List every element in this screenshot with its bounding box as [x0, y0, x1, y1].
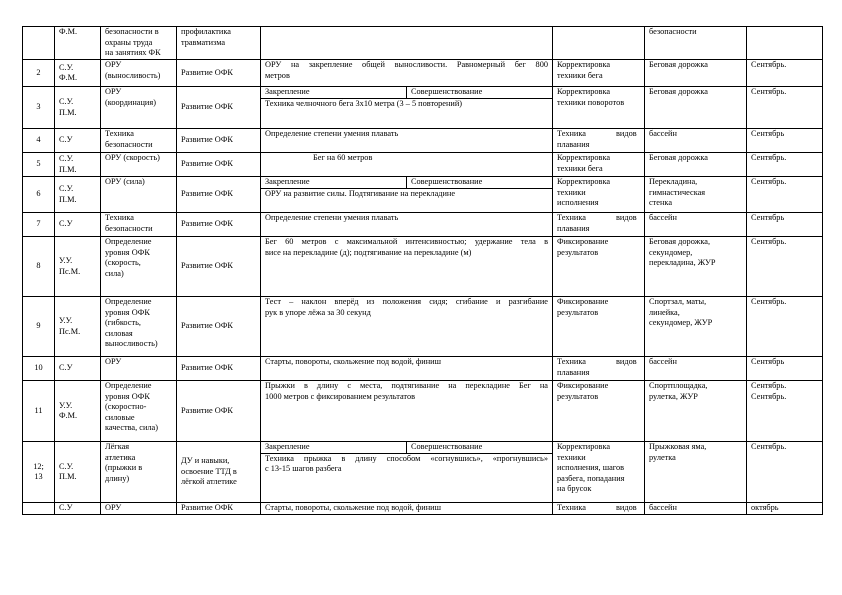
cell-number: 3	[23, 87, 55, 129]
method-line: техники поворотов	[557, 97, 625, 107]
month-line: Сентябрь.	[751, 237, 787, 246]
table-row	[23, 60, 823, 87]
cell-month	[747, 177, 823, 213]
table-row	[23, 213, 823, 237]
cell-content	[261, 129, 553, 153]
cell-month	[747, 153, 823, 177]
cell-line: Ф.М.	[59, 411, 78, 420]
cell-line: атлетика	[105, 452, 136, 462]
cell-line: Определение	[105, 237, 152, 246]
cell-month	[747, 381, 823, 442]
cell-line: (выносливость)	[105, 70, 161, 80]
cell-topic	[101, 357, 177, 381]
cell-staff	[55, 177, 101, 213]
cell-content	[261, 442, 553, 503]
content-line: Техника челночного бега 3х10 метра (3 – 5 повторений)	[265, 98, 463, 108]
stage-improvement-label: Совершенствование	[406, 442, 552, 453]
method-line: Корректировка	[557, 60, 611, 69]
cell-content	[261, 357, 553, 381]
cell-line: Пс.М.	[59, 326, 81, 336]
month-line: Сентябрь.	[751, 177, 787, 186]
cell-method	[553, 129, 645, 153]
cell-equipment	[645, 60, 747, 87]
content-line: рук в упоре лёжа за 30 секунд	[265, 307, 371, 317]
method-line: разбега, попадания	[557, 473, 625, 483]
cell-method	[553, 60, 645, 87]
cell-topic	[101, 60, 177, 87]
cell-task	[177, 237, 261, 297]
cell-number: 7	[23, 213, 55, 237]
cell-staff	[55, 381, 101, 442]
month-line: Сентябрь.	[751, 381, 787, 390]
cell-method	[553, 177, 645, 213]
cell-staff	[55, 129, 101, 153]
cell-method	[553, 503, 645, 515]
cell-line: безопасности	[649, 27, 697, 36]
cell-line: травматизма	[181, 37, 226, 47]
cell-topic	[101, 381, 177, 442]
cell-line: Развитие ОФК	[181, 503, 233, 513]
cell-content	[261, 503, 553, 515]
month-line: Сентябрь.	[751, 60, 787, 69]
cell-line: Развитие ОФК	[181, 102, 233, 112]
cell-topic	[101, 297, 177, 357]
cell-task	[177, 442, 261, 503]
cell-line: Развитие ОФК	[181, 159, 233, 169]
cell-line: линейка,	[649, 307, 680, 317]
cell-line: Лёгкая	[105, 442, 130, 451]
method-line: исполнения, шагов	[557, 463, 625, 472]
cell-line: ОРУ	[105, 357, 122, 366]
cell-equipment	[645, 27, 747, 60]
cell-line: сила)	[105, 268, 124, 278]
stage-improvement-label: Совершенствование	[406, 87, 552, 98]
stage-improvement-label: Совершенствование	[406, 177, 552, 188]
content-line: висе на перекладине (д); подтягивание на перекладине (м)	[265, 247, 472, 257]
cell-task	[177, 177, 261, 213]
cell-line: безопасности	[105, 139, 153, 149]
cell-line: безопасности	[105, 223, 153, 233]
cell-line: ОРУ (сила)	[105, 177, 145, 186]
month-line: октябрь	[751, 503, 779, 512]
cell-content	[261, 237, 553, 297]
table-row	[23, 503, 823, 515]
cell-month	[747, 87, 823, 129]
cell-topic	[101, 213, 177, 237]
cell-equipment	[645, 442, 747, 503]
cell-topic	[101, 503, 177, 515]
method-line: результатов	[557, 247, 599, 257]
cell-method	[553, 237, 645, 297]
cell-content	[261, 60, 553, 87]
method-line: техники бега	[557, 163, 603, 173]
cell-line: бассейн	[649, 213, 677, 222]
cell-month	[747, 503, 823, 515]
stage-consolidation-label: Закрепление	[265, 177, 310, 186]
cell-line: секундомер,	[649, 247, 693, 257]
cell-line: (гибкость,	[105, 318, 141, 327]
month-line: Сентябрь.	[751, 87, 787, 96]
method-line: результатов	[557, 391, 599, 401]
cell-topic	[101, 27, 177, 60]
cell-number: 10	[23, 357, 55, 381]
cell-method	[553, 297, 645, 357]
cell-line: С.У	[59, 219, 73, 229]
cell-line: Определение	[105, 297, 152, 306]
month-line: Сентябрь.	[751, 297, 787, 306]
content-line: с 13-15 шагов разбега	[265, 464, 342, 473]
cell-task	[177, 503, 261, 515]
cell-method	[553, 442, 645, 503]
cell-line: секундомер, ЖУР	[649, 318, 713, 327]
stage-consolidation-label: Закрепление	[265, 87, 310, 96]
month-line: Сентябрь.	[751, 391, 787, 401]
cell-line: Определение	[105, 381, 152, 390]
cell-line: Ф.М.	[59, 27, 78, 36]
cell-number: 11	[23, 381, 55, 442]
method-line: Корректировка	[557, 177, 611, 186]
table-row	[23, 297, 823, 357]
cell-line: профилактика	[181, 27, 231, 36]
cell-line: уровня ОФК	[105, 391, 150, 401]
cell-topic	[101, 442, 177, 503]
cell-method	[553, 357, 645, 381]
cell-staff	[55, 27, 101, 60]
content-line: 1000 метров с фиксированием результатов	[265, 391, 416, 401]
method-line: Корректировка	[557, 442, 611, 451]
table-row	[23, 153, 823, 177]
cell-staff	[55, 503, 101, 515]
cell-number: 9	[23, 297, 55, 357]
cell-month	[747, 237, 823, 297]
cell-line: ОРУ	[105, 87, 122, 96]
cell-line: С.У	[59, 135, 73, 145]
method-line: Техника видов	[557, 503, 637, 512]
cell-equipment	[645, 503, 747, 515]
cell-line: Беговая дорожка	[649, 153, 708, 162]
content-line: Старты, повороты, скольжение под водой, финиш	[265, 357, 442, 366]
cell-equipment	[645, 357, 747, 381]
cell-line: ОРУ (скорость)	[105, 153, 160, 162]
month-line: Сентябрь	[751, 357, 785, 366]
cell-line: уровня ОФК	[105, 307, 150, 317]
content-line: Бег 60 метров с максимальной интенсивностью; удержание тела в	[265, 237, 548, 246]
cell-equipment	[645, 177, 747, 213]
content-line: Старты, повороты, скольжение под водой, финиш	[265, 503, 442, 512]
cell-line: Развитие ОФК	[181, 189, 233, 199]
cell-staff	[55, 87, 101, 129]
cell-month	[747, 129, 823, 153]
cell-equipment	[645, 129, 747, 153]
cell-equipment	[645, 213, 747, 237]
cell-line: У.У.	[59, 400, 73, 410]
cell-line: С.У.	[59, 154, 74, 163]
cell-line: П.М.	[59, 164, 77, 174]
cell-line: Техника	[105, 213, 134, 222]
table-row	[23, 27, 823, 60]
cell-line: ОРУ	[105, 503, 122, 512]
cell-equipment	[645, 87, 747, 129]
cell-line: гимнастическая	[649, 187, 706, 197]
cell-topic	[101, 129, 177, 153]
cell-number: 4	[23, 129, 55, 153]
cell-line: С.У.	[59, 62, 74, 72]
cell-topic	[101, 237, 177, 297]
cell-topic	[101, 177, 177, 213]
cell-line: Развитие ОФК	[181, 261, 233, 271]
month-line: Сентябрь.	[751, 442, 787, 451]
method-line: Корректировка	[557, 153, 611, 162]
cell-number	[23, 442, 55, 503]
method-line: на брусок	[557, 484, 592, 493]
cell-line: на занятиях ФК	[105, 48, 161, 57]
cell-equipment	[645, 381, 747, 442]
content-line: Прыжки в длину с места, подтягивание на перекладине Бег на	[265, 381, 548, 390]
cell-line: Пс.М.	[59, 266, 81, 276]
cell-task	[177, 60, 261, 87]
cell-staff	[55, 153, 101, 177]
cell-topic	[101, 153, 177, 177]
method-line: плавания	[557, 223, 590, 233]
stage-split-header	[261, 177, 552, 189]
table-row	[23, 442, 823, 503]
content-line: Техника прыжка в длину способом «согнувшись», «прогнувшись»	[265, 453, 548, 463]
cell-line: С.У	[59, 503, 73, 513]
cell-number: 8	[23, 237, 55, 297]
cell-method	[553, 381, 645, 442]
cell-line: П.М.	[59, 194, 77, 204]
cell-month	[747, 213, 823, 237]
cell-number: 6	[23, 177, 55, 213]
cell-task	[177, 87, 261, 129]
cell-task	[177, 213, 261, 237]
cell-task	[177, 27, 261, 60]
cell-staff	[55, 213, 101, 237]
method-line: Техника видов	[557, 129, 637, 138]
table-row	[23, 177, 823, 213]
cell-method	[553, 87, 645, 129]
cell-month	[747, 60, 823, 87]
method-line: техники	[557, 452, 586, 462]
cell-line: (прыжки в	[105, 463, 143, 472]
cell-content	[261, 87, 553, 129]
cell-content	[261, 297, 553, 357]
method-line: Фиксирование	[557, 381, 609, 390]
month-line: Сентябрь.	[751, 153, 787, 162]
cell-line: Прыжковая яма,	[649, 442, 707, 451]
cell-line: качества, сила)	[105, 423, 158, 432]
cell-equipment	[645, 237, 747, 297]
cell-line: С.У.	[59, 97, 74, 106]
cell-line: (скорость,	[105, 258, 141, 267]
cell-line: лёгкой атлетике	[181, 477, 237, 487]
cell-staff	[55, 442, 101, 503]
cell-line: У.У.	[59, 256, 73, 265]
cell-line: силовая	[105, 328, 133, 338]
cell-line: Развитие ОФК	[181, 405, 233, 415]
table-row	[23, 381, 823, 442]
cell-line: освоение ТТД в	[181, 466, 237, 476]
cell-line: С.У.	[59, 461, 74, 471]
cell-line: Беговая дорожка	[649, 87, 708, 96]
content-line: ОРУ на закрепление общей выносливости. Равномерный бег 800	[265, 60, 548, 69]
cell-line: Беговая дорожка	[649, 60, 708, 69]
stage-split-header	[261, 442, 552, 454]
cell-task	[177, 381, 261, 442]
cell-line: С.У.	[59, 184, 74, 193]
cell-month	[747, 357, 823, 381]
cell-content	[261, 213, 553, 237]
cell-line: П.М.	[59, 107, 77, 117]
cell-number	[23, 503, 55, 515]
cell-month	[747, 297, 823, 357]
cell-line: Развитие ОФК	[181, 363, 233, 373]
cell-line: бассейн	[649, 129, 677, 138]
cell-line: С.У	[59, 363, 73, 373]
cell-content	[261, 177, 553, 213]
cell-month	[747, 442, 823, 503]
table-row	[23, 237, 823, 297]
method-line: Корректировка	[557, 87, 611, 96]
cell-line: стенка	[649, 198, 673, 207]
cell-task	[177, 297, 261, 357]
cell-line: рулетка, ЖУР	[649, 391, 698, 401]
cell-line: перекладина, ЖУР	[649, 258, 716, 267]
method-line: исполнения	[557, 198, 599, 207]
cell-line: выносливость)	[105, 339, 158, 348]
content-line: Бег на 60 метров	[313, 153, 373, 162]
cell-line: ДУ и навыки,	[181, 456, 230, 466]
cell-equipment	[645, 153, 747, 177]
content-line: метров	[265, 70, 290, 80]
cell-line: Спортзал, маты,	[649, 297, 707, 306]
cell-line: уровня ОФК	[105, 247, 150, 257]
cell-line: Развитие ОФК	[181, 321, 233, 331]
cell-line: Спортплощадка,	[649, 381, 708, 390]
method-line: плавания	[557, 367, 590, 377]
month-line: Сентябрь	[751, 213, 785, 222]
cell-line: Развитие ОФК	[181, 219, 233, 229]
cell-line: бассейн	[649, 357, 677, 366]
content-line: ОРУ на развитие силы. Подтягивание на перекладине	[265, 188, 456, 198]
method-line: Техника видов	[557, 357, 637, 366]
cell-number: 5	[23, 153, 55, 177]
number-part: 13	[34, 472, 43, 481]
cell-method	[553, 153, 645, 177]
cell-line: рулетка	[649, 452, 676, 462]
cell-task	[177, 129, 261, 153]
cell-line: Техника	[105, 129, 134, 138]
cell-line: Развитие ОФК	[181, 67, 233, 77]
table-row	[23, 129, 823, 153]
cell-number: 2	[23, 60, 55, 87]
cell-task	[177, 357, 261, 381]
cell-number	[23, 27, 55, 60]
cell-line: силовые	[105, 412, 135, 422]
method-line: Фиксирование	[557, 297, 609, 306]
stage-consolidation-label: Закрепление	[265, 442, 310, 451]
cell-month	[747, 27, 823, 60]
cell-method	[553, 213, 645, 237]
lesson-plan-table	[22, 26, 823, 515]
cell-line: Перекладина,	[649, 177, 698, 186]
cell-line: охраны труда	[105, 37, 153, 47]
content-line: Определение степени умения плавать	[265, 213, 399, 222]
number-part: 12;	[33, 461, 44, 471]
content-line: Определение степени умения плавать	[265, 129, 399, 138]
cell-line: (скоростно-	[105, 402, 147, 411]
cell-line: Развитие ОФК	[181, 135, 233, 145]
cell-line: (координация)	[105, 97, 156, 107]
cell-staff	[55, 297, 101, 357]
table-row	[23, 87, 823, 129]
cell-content	[261, 153, 553, 177]
cell-task	[177, 153, 261, 177]
cell-staff	[55, 357, 101, 381]
cell-line: П.М.	[59, 472, 77, 481]
content-line: Тест – наклон вперёд из положения сидя; сгибание и разгибание	[265, 297, 548, 306]
cell-line: ОРУ	[105, 60, 122, 69]
method-line: результатов	[557, 307, 599, 317]
cell-method	[553, 27, 645, 60]
cell-topic	[101, 87, 177, 129]
table-row	[23, 357, 823, 381]
cell-staff	[55, 60, 101, 87]
method-line: Техника видов	[557, 213, 637, 222]
cell-content	[261, 27, 553, 60]
cell-staff	[55, 237, 101, 297]
cell-line: длину)	[105, 473, 130, 483]
cell-line: безопасности в	[105, 27, 159, 36]
month-line: Сентябрь	[751, 129, 785, 138]
method-line: техники	[557, 187, 586, 197]
stage-split-header	[261, 87, 552, 99]
cell-line: бассейн	[649, 503, 677, 512]
cell-equipment	[645, 297, 747, 357]
method-line: Фиксирование	[557, 237, 609, 246]
method-line: плавания	[557, 139, 590, 149]
cell-line: Ф.М.	[59, 73, 78, 82]
cell-line: Беговая дорожка,	[649, 237, 711, 246]
method-line: техники бега	[557, 70, 603, 80]
cell-line: У.У.	[59, 316, 73, 325]
cell-content	[261, 381, 553, 442]
